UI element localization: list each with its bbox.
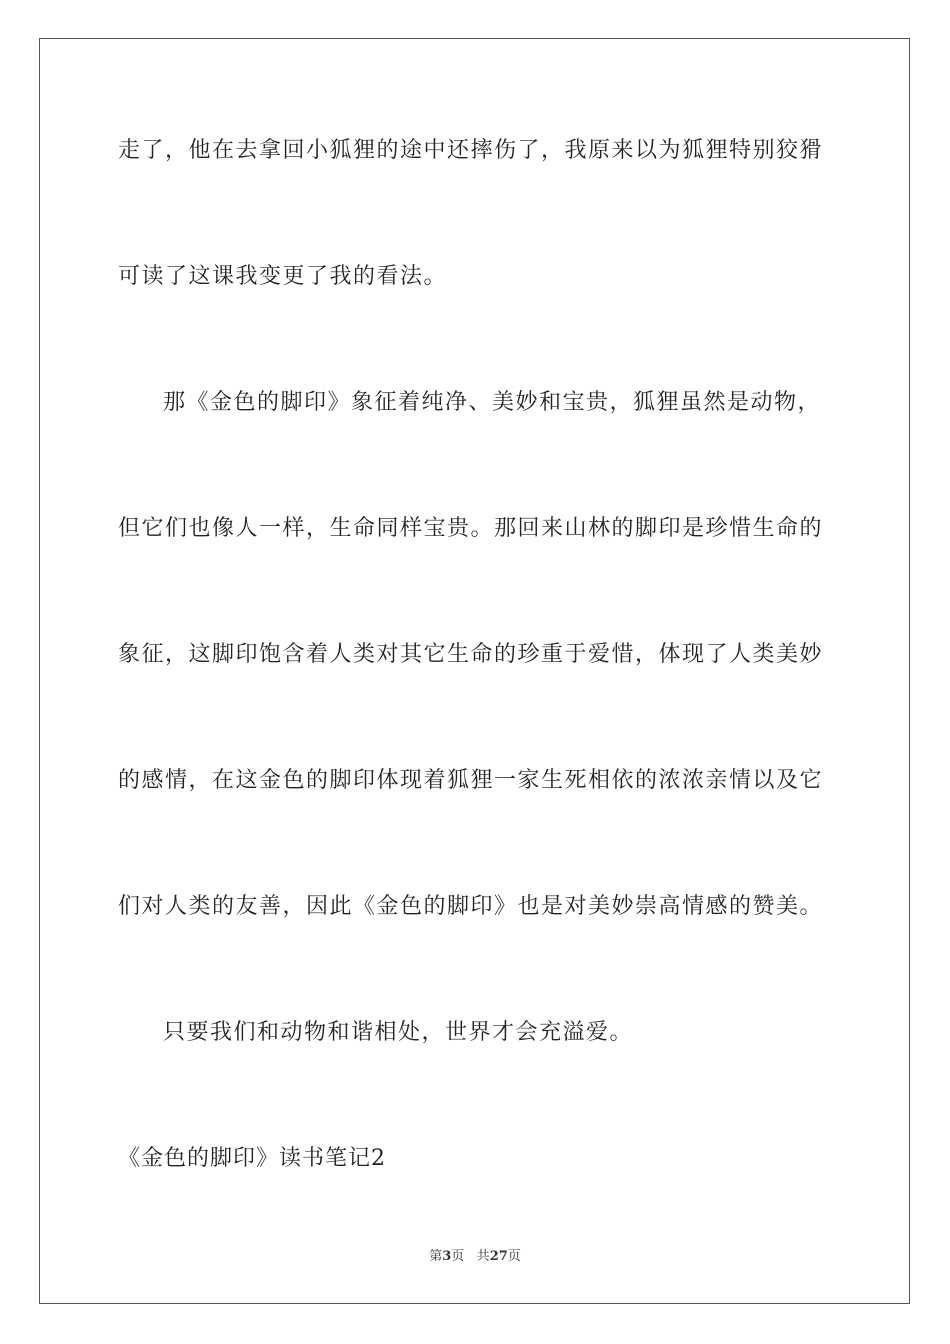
page-border: [39, 38, 910, 1304]
section-heading: 《金色的脚印》读书笔记2: [118, 1146, 386, 1171]
body-line-7: 们对人类的友善，因此《金色的脚印》也是对美妙崇高情感的赞美。: [118, 894, 824, 919]
footer-total-prefix: 共: [476, 1249, 490, 1264]
footer-total-pages: 27: [489, 1249, 508, 1264]
body-line-5: 象征，这脚印饱含着人类对其它生命的珍重于爱惜，体现了人类美妙: [118, 642, 824, 667]
footer-page-prefix: 第: [429, 1249, 443, 1264]
body-line-6: 的感情，在这金色的脚印体现着狐狸一家生死相依的浓浓亲情以及它: [118, 768, 824, 793]
footer-total-suffix: 页: [507, 1249, 521, 1264]
body-line-2: 可读了这课我变更了我的看法。: [118, 264, 448, 289]
page-footer: [0, 1248, 950, 1266]
footer-page-number: 3: [442, 1249, 452, 1264]
body-line-3: 那《金色的脚印》象征着纯净、美妙和宝贵，狐狸虽然是动物，: [163, 390, 822, 415]
body-line-8: 只要我们和动物和谐相处，世界才会充溢爱。: [163, 1020, 634, 1045]
body-line-4: 但它们也像人一样，生命同样宝贵。那回来山林的脚印是珍惜生命的: [118, 516, 824, 541]
footer-page-suffix: 页: [451, 1249, 465, 1264]
body-line-1: 走了，他在去拿回小狐狸的途中还摔伤了，我原来以为狐狸特别狡猾: [118, 138, 824, 163]
